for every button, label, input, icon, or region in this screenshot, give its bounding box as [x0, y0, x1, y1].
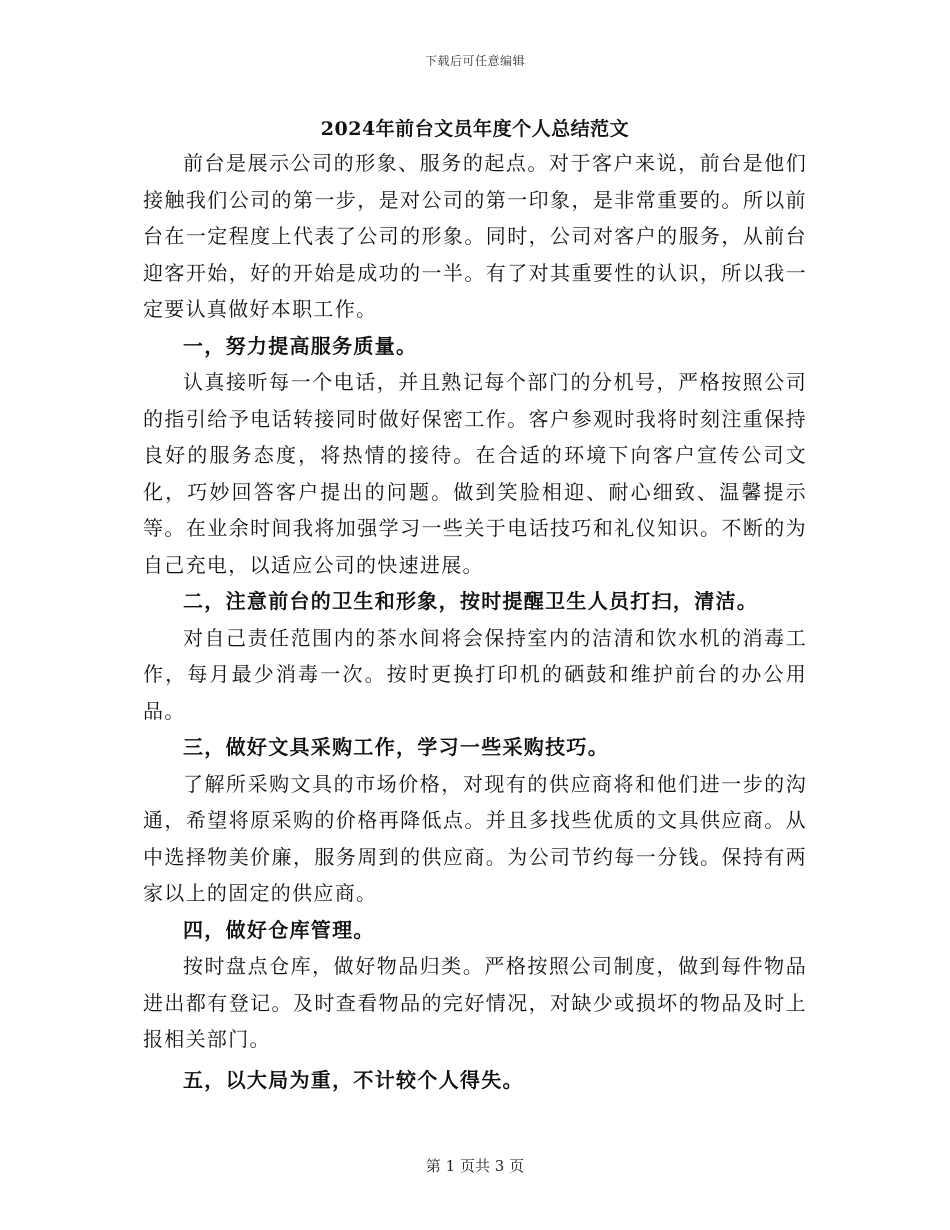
header-note: 下载后可任意编辑: [424, 54, 525, 68]
section-heading-3: 三，做好文具采购工作，学习一些采购技巧。: [183, 735, 609, 759]
section-body-2: 对自己责任范围内的茶水间将会保持室内的洁清和饮水机的消毒工作，每月最少消毒一次。按时更换打印机的硒鼓和维护前台的办公用品。: [143, 625, 807, 723]
section-heading-1: 一，努力提高服务质量。: [183, 333, 418, 358]
section-body-1: 认真接听每一个电话，并且熟记每个部门的分机号，严格按照公司的指引给予电话转接同时做好保密工作。客户参观时我将时刻注重保持良好的服务态度，将热情的接待。在合适的环境下向客户宣传公司文化，巧妙回答客户提出的问题。做到笑脸相迎、耐心细致、温馨提示等。在业余时间我将加强学习一些关于电话技巧和礼仪知识。不断的为自己充电，以适应公司的快速进展。: [143, 370, 807, 577]
section-heading-4: 四，做好仓库管理。: [183, 917, 375, 942]
intro-paragraph: 前台是展示公司的形象、服务的起点。对于客户来说，前台是他们接触我们公司的第一步，是对公司的第一印象，是非常重要的。所以前台在一定程度上代表了公司的形象。同时，公司对客户的服务，从前台迎客开始，好的开始是成功的一半。有了对其重要性的认识，所以我一定要认真做好本职工作。: [143, 151, 807, 321]
section-heading-5: 五，以大局为重，不计较个人得失。: [183, 1067, 524, 1092]
document-title: 2024年前台文员年度个人总结范文: [320, 118, 630, 140]
section-body-3: 了解所采购文具的市场价格，对现有的供应商将和他们进一步的沟通，希望将原采购的价格再降低点。并且多找些优质的文具供应商。从中选择物美价廉，服务周到的供应商。为公司节约每一分钱。保持有两家以上的固定的供应商。: [143, 771, 807, 905]
section-heading-2: 二，注意前台的卫生和形象，按时提醒卫生人员打扫，清洁。: [183, 589, 759, 613]
section-body-4: 按时盘点仓库，做好物品归类。严格按照公司制度，做到每件物品进出都有登记。及时查看物品的完好情况，对缺少或损坏的物品及时上报相关部门。: [143, 954, 807, 1051]
document-body: [143, 145, 807, 1098]
page-number: 第 1 页共 3 页: [425, 1157, 525, 1175]
